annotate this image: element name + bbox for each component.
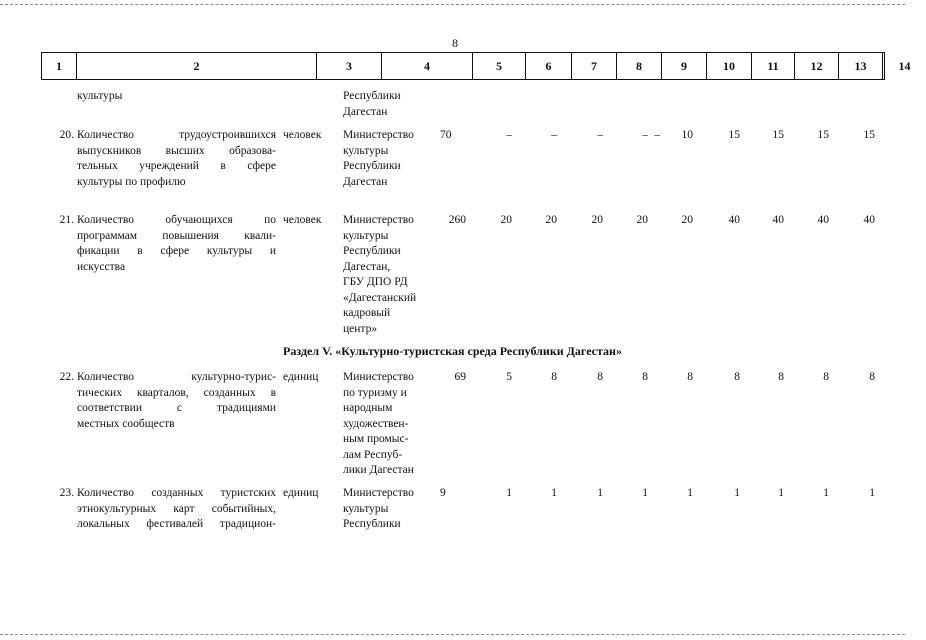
page-number: 8 bbox=[452, 36, 458, 50]
value-col-8: – bbox=[597, 129, 603, 141]
table-header-row bbox=[41, 52, 911, 80]
indicator-name: Количество созданных туристских этнокультурных карт событийных, локальных фестивалей традицион- bbox=[77, 487, 276, 530]
indicator-name: культуры bbox=[77, 90, 123, 102]
value-col-5: 69 bbox=[454, 371, 466, 383]
value-col-12: 40 bbox=[772, 214, 784, 226]
header-col-11: 11 bbox=[751, 53, 794, 79]
value-col-6: – bbox=[506, 129, 512, 141]
unit: единиц bbox=[283, 487, 319, 499]
header-col-3: 3 bbox=[316, 53, 381, 79]
value-col-6: 20 bbox=[500, 214, 512, 226]
value-col-11: 15 bbox=[728, 129, 740, 141]
responsible-org: Министерство по туризму и народным художествен- ным промыс- лам Респуб- лики Дагестан bbox=[343, 371, 414, 476]
value-col-10: 10 bbox=[681, 129, 693, 141]
scan-bottom-edge bbox=[0, 634, 905, 635]
value-col-10: 20 bbox=[681, 214, 693, 226]
value-col-14: 8 bbox=[869, 371, 875, 383]
value-col-13: 40 bbox=[817, 214, 829, 226]
header-col-10: 10 bbox=[706, 53, 751, 79]
value-col-12: 15 bbox=[772, 129, 784, 141]
row-number: 23. bbox=[59, 487, 74, 499]
value-col-13: 15 bbox=[817, 129, 829, 141]
value-col-8: 1 bbox=[597, 487, 603, 499]
header-col-6: 6 bbox=[525, 53, 571, 79]
value-col-11: 1 bbox=[734, 487, 740, 499]
header-col-8: 8 bbox=[616, 53, 661, 79]
indicator-name: Количество трудоустроившихся выпускников высших образова- тельных учреждений в сфере культуры по профилю bbox=[77, 129, 276, 188]
value-col-13: 1 bbox=[823, 487, 829, 499]
value-col-13: 8 bbox=[823, 371, 829, 383]
unit: единиц bbox=[283, 371, 319, 383]
responsible-org: Министерство культуры Республики Дагестан bbox=[343, 129, 414, 188]
unit: человек bbox=[283, 214, 322, 226]
indicator-name: Количество культурно-турис- тических кварталов, созданных в соответствии с традициями местных сообществ bbox=[77, 371, 276, 430]
value-col-10: 8 bbox=[687, 371, 693, 383]
value-col-14: 15 bbox=[863, 129, 875, 141]
header-col-2: 2 bbox=[76, 53, 316, 79]
value-col-9: 1 bbox=[642, 487, 648, 499]
responsible-org: Республики Дагестан bbox=[343, 90, 401, 118]
value-col-7: 1 bbox=[551, 487, 557, 499]
header-col-1: 1 bbox=[56, 59, 62, 73]
value-col-5: 260 bbox=[448, 214, 466, 226]
value-col-14: 1 bbox=[869, 487, 875, 499]
responsible-org: Министерство культуры Республики Дагестан, ГБУ ДПО РД «Дагестанский кадровый центр» bbox=[343, 214, 417, 335]
value-col-7: – bbox=[551, 129, 557, 141]
row-number: 22. bbox=[59, 371, 74, 383]
value-col-8: 8 bbox=[597, 371, 603, 383]
value-col-9: 20 bbox=[636, 214, 648, 226]
value-col-10: 1 bbox=[687, 487, 693, 499]
indicator-name: Количество обучающихся по программам повышения квали- фикации в сфере культуры и искусства bbox=[77, 214, 276, 273]
value-col-7: 20 bbox=[545, 214, 557, 226]
header-col-13: 13 bbox=[838, 53, 882, 79]
value-col-9: 8 bbox=[642, 371, 648, 383]
value-col-5: 9 bbox=[440, 487, 446, 499]
value-col-6: 1 bbox=[506, 487, 512, 499]
value-col-9: – bbox=[642, 129, 648, 141]
row-number: 20. bbox=[59, 129, 74, 141]
value-col-11: 8 bbox=[734, 371, 740, 383]
unit: человек bbox=[283, 129, 322, 141]
value-col-7: 8 bbox=[551, 371, 557, 383]
header-col-7: 7 bbox=[571, 53, 616, 79]
value-col-12: 1 bbox=[778, 487, 784, 499]
header-col-12: 12 bbox=[794, 53, 838, 79]
responsible-org: Министерство культуры Республики bbox=[343, 487, 414, 530]
value-col-6: 5 bbox=[506, 371, 512, 383]
header-col-5: 5 bbox=[472, 53, 525, 79]
header-col-14: 14 bbox=[882, 53, 926, 79]
header-col-9: 9 bbox=[661, 53, 706, 79]
value-col-8: 20 bbox=[591, 214, 603, 226]
header-col-4: 4 bbox=[381, 53, 472, 79]
section-title: Раздел V. «Культурно-туристская среда Республики Дагестан» bbox=[283, 344, 622, 358]
value-col-5: 70 bbox=[440, 129, 452, 141]
value-col-14: 40 bbox=[863, 214, 875, 226]
value-col-9b: – bbox=[654, 129, 660, 141]
value-col-12: 8 bbox=[778, 371, 784, 383]
value-col-11: 40 bbox=[728, 214, 740, 226]
row-number: 21. bbox=[59, 214, 74, 226]
scan-top-edge bbox=[0, 4, 905, 5]
